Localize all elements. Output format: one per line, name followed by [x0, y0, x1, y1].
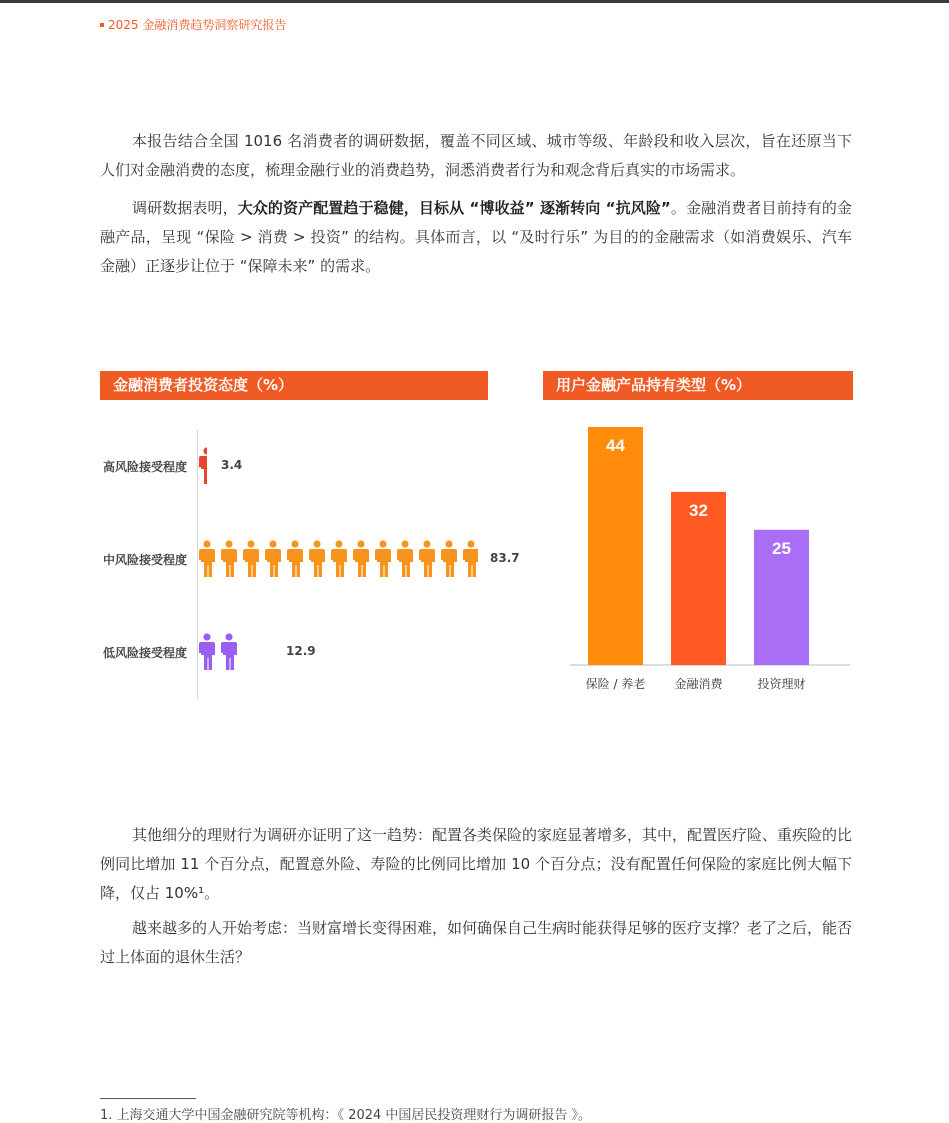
- holding-chart: [560, 415, 852, 670]
- paragraph-questions: 越来越多的人开始考虑：当财富增长变得困难，如何确保自己生病时能获得足够的医疗支撑？老了之后，能否过上体面的退休生活？: [100, 919, 853, 966]
- attitude-row-label: 高风险接受程度: [103, 460, 188, 474]
- paragraph-intro: 本报告结合全国 1016 名消费者的调研数据，覆盖不同区域、城市等级、年龄段和收入层次，旨在还原当下人们对金融消费的态度，梳理金融行业的消费趋势，洞悉消费者行为和观念背后真实的市场需求。: [100, 132, 852, 179]
- holding-category-label: 投资理财: [757, 677, 806, 691]
- holding-chart-title: 用户金融产品持有类型（%）: [543, 371, 853, 400]
- person-icon: [352, 540, 370, 578]
- person-icon: [286, 540, 304, 578]
- header-title: 2025 金融消费趋势洞察研究报告: [108, 18, 287, 32]
- person-icon: [418, 540, 436, 578]
- footnote: 1. 上海交通大学中国金融研究院等机构：《 2024 中国居民投资理财行为调研报告 》。: [100, 1108, 592, 1123]
- footnote-divider: [100, 1098, 196, 1099]
- person-icon: [198, 447, 207, 485]
- attitude-value-label: 12.9: [286, 644, 316, 658]
- person-icon: [220, 633, 238, 671]
- person-icon: [440, 540, 458, 578]
- holding-bar-value: 32: [689, 500, 708, 520]
- person-icon: [462, 540, 478, 578]
- attitude-pictogram-row: [198, 633, 238, 671]
- paragraph-insurance-trend: 其他细分的理财行为调研亦证明了这一趋势：配置各类保险的家庭显著增多，其中，配置医疗险、重疾险的比例同比增加 11 个百分点，配置意外险、寿险的比例同比增加 10 个百分点；没有配置任何保险的家庭比例大幅下降，仅占 10%¹。: [100, 826, 853, 902]
- person-icon: [374, 540, 392, 578]
- holding-bar-value: 44: [606, 436, 625, 455]
- person-icon: [308, 540, 326, 578]
- person-icon: [264, 540, 282, 578]
- holding-bar-value: 25: [772, 538, 791, 558]
- attitude-row-label: 低风险接受程度: [103, 646, 188, 660]
- header-bullet-icon: [100, 23, 104, 27]
- attitude-row-label: 中风险接受程度: [103, 553, 188, 567]
- person-icon: [330, 540, 348, 578]
- person-icon: [396, 540, 414, 578]
- person-icon: [198, 540, 216, 578]
- person-icon: [198, 633, 216, 671]
- attitude-value-label: 3.4: [221, 458, 243, 472]
- holding-bar: [588, 427, 643, 665]
- top-border: [0, 0, 949, 3]
- holding-category-label: 金融消费: [674, 677, 723, 691]
- attitude-chart-title: 金融消费者投资态度（%）: [100, 371, 488, 400]
- person-icon: [220, 540, 238, 578]
- findings-highlight: 大众的资产配置趋于稳健，目标从 “博收益” 逐渐转向 “抗风险”: [237, 199, 671, 217]
- attitude-pictogram-row: [198, 447, 207, 485]
- person-icon: [242, 540, 260, 578]
- attitude-value-label: 83.7: [490, 551, 520, 565]
- holding-category-label: 保险 / 养老: [585, 677, 646, 691]
- attitude-pictogram-row: [198, 540, 478, 578]
- paragraph-findings: 调研数据表明，大众的资产配置趋于稳健，目标从 “博收益” 逐渐转向 “抗风险”。金融消费者目前持有的金融产品，呈现 “保险 > 消费 > 投资” 的结构。具体而言，以 “及时行乐” 为目的的金融需求（如消费娱乐、汽车金融）正逐步让位于 “保障未来” 的需求。: [100, 199, 852, 275]
- report-header: [100, 16, 286, 33]
